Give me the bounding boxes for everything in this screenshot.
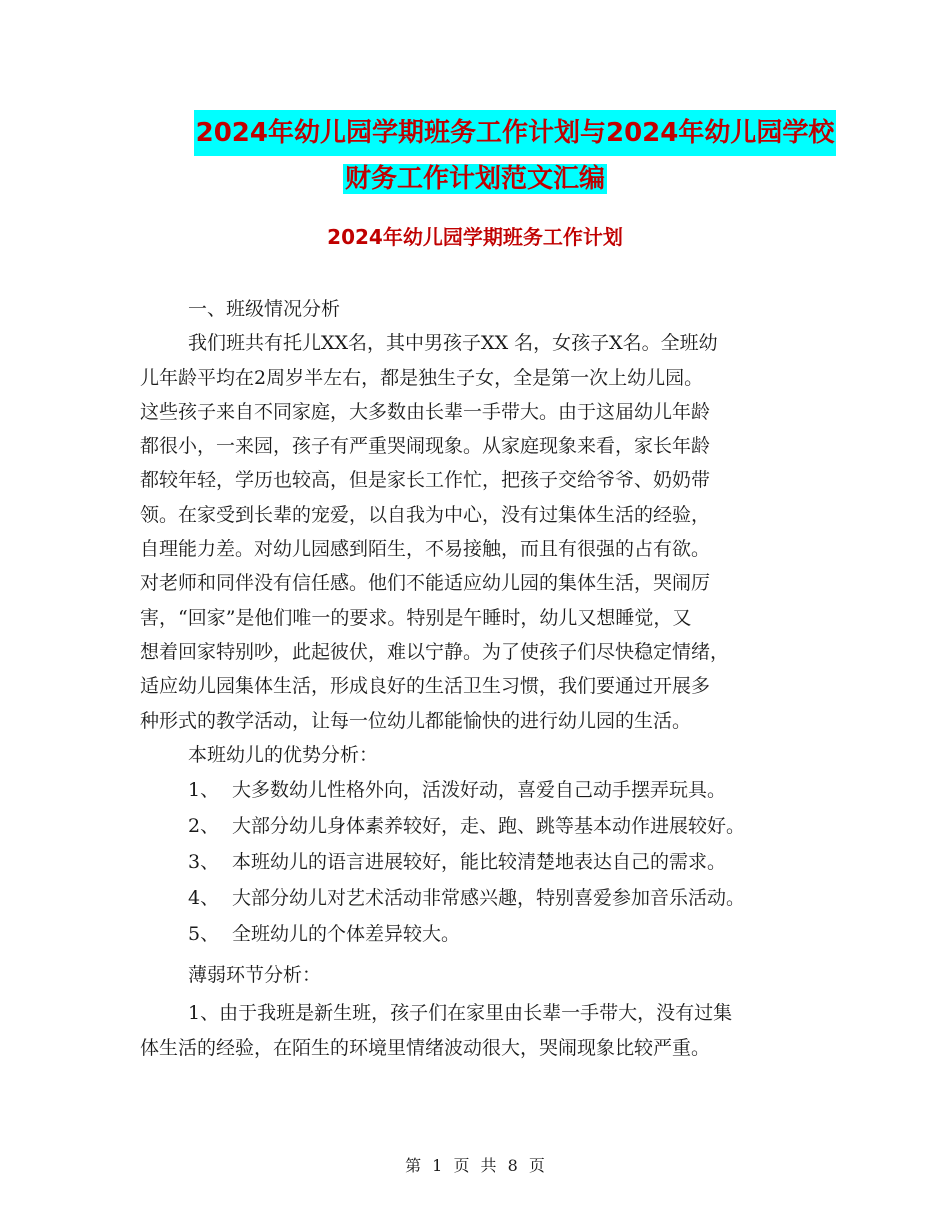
- title-line-2: 财务工作计划范文汇编: [344, 164, 605, 194]
- strength-text: 大部分幼儿身体素养较好，走、跑、跳等基本动作进展较好。: [232, 815, 746, 838]
- title-line-1: 2024年幼儿园学期班务工作计划与2024年幼儿园学校: [194, 110, 837, 156]
- para1-line: 都较年轻，学历也较高，但是家长工作忙，把孩子交给爷爷、奶奶带: [140, 469, 711, 492]
- strengths-heading: 本班幼儿的优势分析：: [188, 743, 379, 766]
- strength-number: 2、: [188, 815, 220, 838]
- document-body: [140, 292, 810, 1065]
- strength-number: 3、: [188, 851, 220, 874]
- heading-class-analysis: 一、班级情况分析: [188, 298, 341, 320]
- strength-item: [140, 772, 810, 808]
- para1-line: 都很小，一来园，孩子有严重哭闹现象。从家庭现象来看，家长年龄: [140, 435, 711, 458]
- para1-line: 适应幼儿园集体生活，形成良好的生活卫生习惯，我们要通过开展多: [140, 675, 711, 698]
- para1-line: 种形式的教学活动，让每一位幼儿都能愉快的进行幼儿园的生活。: [140, 709, 692, 732]
- para1-line: 这些孩子来自不同家庭，大多数由长辈一手带大。由于这届幼儿年龄: [140, 400, 711, 423]
- strength-text: 全班幼儿的个体差异较大。: [232, 923, 461, 946]
- weakness-line: 1、由于我班是新生班，孩子们在家里由长辈一手带大，没有过集: [188, 1002, 733, 1025]
- strength-item: [140, 916, 810, 952]
- weakness-heading: 薄弱环节分析：: [188, 964, 322, 987]
- strength-text: 本班幼儿的语言进展较好，能比较清楚地表达自己的需求。: [232, 851, 727, 874]
- strength-number: 4、: [188, 887, 220, 910]
- para1-line: 想着回家特别吵，此起彼伏，难以宁静。为了使孩子们尽快稳定情绪，: [140, 640, 730, 663]
- page-number-footer: 第 1 页 共 8 页: [405, 1156, 545, 1175]
- strength-number: 1、: [188, 779, 220, 802]
- para1-line: 对老师和同伴没有信任感。他们不能适应幼儿园的集体生活，哭闹厉: [140, 572, 711, 595]
- para1-line: 害，“回家”是他们唯一的要求。特别是午睡时，幼儿又想睡觉，又: [140, 606, 692, 629]
- strength-number: 5、: [188, 923, 220, 946]
- weakness-line: 体生活的经验，在陌生的环境里情绪波动很大，哭闹现象比较严重。: [140, 1036, 711, 1059]
- para1-line: 自理能力差。对幼儿园感到陌生，不易接触，而且有很强的占有欲。: [140, 538, 711, 561]
- strength-text: 大部分幼儿对艺术活动非常感兴趣，特别喜爱参加音乐活动。: [232, 887, 746, 910]
- strength-item: [140, 808, 810, 844]
- para1-line: 我们班共有托儿XX名，其中男孩子XX 名，女孩子X名。全班幼: [188, 332, 718, 355]
- section-title: 2024年幼儿园学期班务工作计划: [327, 225, 623, 249]
- strength-item: [140, 880, 810, 916]
- strength-item: [140, 844, 810, 880]
- strength-text: 大多数幼儿性格外向，活泼好动，喜爱自己动手摆弄玩具。: [232, 779, 727, 802]
- para1-line: 儿年龄平均在2周岁半左右，都是独生子女，全是第一次上幼儿园。: [140, 366, 704, 389]
- document-title: [0, 110, 950, 202]
- para1-line: 领。在家受到长辈的宠爱，以自我为中心，没有过集体生活的经验，: [140, 503, 711, 526]
